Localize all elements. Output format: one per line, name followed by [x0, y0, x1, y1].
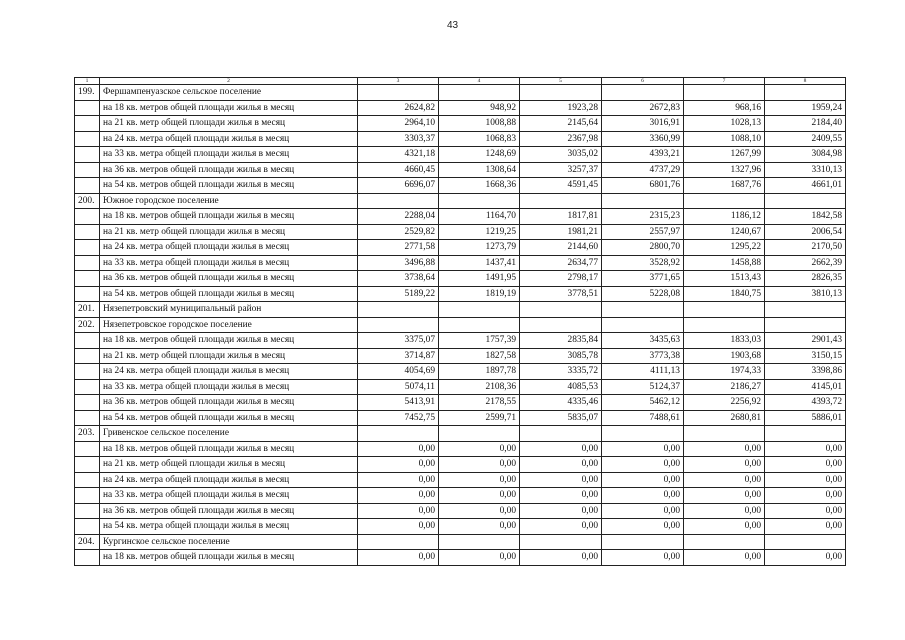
- empty-cell: [602, 426, 684, 442]
- section-title: Кургинское сельское поселение: [100, 534, 358, 550]
- value-cell: 1008,88: [439, 116, 520, 132]
- row-label: на 54 кв. метров общей площади жилья в месяц: [100, 178, 358, 194]
- empty-cell: [75, 116, 100, 132]
- section-title: Южное городское поселение: [100, 193, 358, 209]
- empty-cell: [765, 426, 846, 442]
- value-cell: 0,00: [358, 457, 439, 473]
- empty-cell: [358, 426, 439, 442]
- value-cell: 0,00: [684, 441, 765, 457]
- empty-cell: [75, 488, 100, 504]
- value-cell: 0,00: [602, 503, 684, 519]
- value-cell: 2672,83: [602, 100, 684, 116]
- value-cell: 1903,68: [684, 348, 765, 364]
- value-cell: 0,00: [684, 550, 765, 566]
- empty-cell: [520, 317, 602, 333]
- value-cell: 2367,98: [520, 131, 602, 147]
- empty-cell: [358, 85, 439, 101]
- empty-cell: [602, 317, 684, 333]
- table-row: [75, 550, 846, 566]
- empty-cell: [75, 333, 100, 349]
- value-cell: 0,00: [520, 457, 602, 473]
- empty-cell: [765, 302, 846, 318]
- value-cell: 0,00: [602, 457, 684, 473]
- value-cell: 3714,87: [358, 348, 439, 364]
- value-cell: 1833,03: [684, 333, 765, 349]
- value-cell: 3771,65: [602, 271, 684, 287]
- value-cell: 3016,91: [602, 116, 684, 132]
- table-row: [75, 410, 846, 426]
- empty-cell: [602, 193, 684, 209]
- empty-cell: [520, 85, 602, 101]
- value-cell: 1248,69: [439, 147, 520, 163]
- row-label: на 18 кв. метров общей площади жилья в месяц: [100, 333, 358, 349]
- table-body: [75, 78, 846, 566]
- value-cell: 2006,54: [765, 224, 846, 240]
- empty-cell: [358, 302, 439, 318]
- value-cell: 2184,40: [765, 116, 846, 132]
- value-cell: 2145,64: [520, 116, 602, 132]
- table-row: [75, 240, 846, 256]
- column-number: 6: [602, 78, 684, 85]
- value-cell: 3085,78: [520, 348, 602, 364]
- value-cell: 5074,11: [358, 379, 439, 395]
- section-number: 202.: [75, 317, 100, 333]
- value-cell: 2901,43: [765, 333, 846, 349]
- empty-cell: [75, 147, 100, 163]
- section-row: [75, 302, 846, 318]
- empty-cell: [439, 302, 520, 318]
- empty-cell: [75, 441, 100, 457]
- value-cell: 2798,17: [520, 271, 602, 287]
- table-row: [75, 364, 846, 380]
- value-cell: 1327,96: [684, 162, 765, 178]
- value-cell: 2256,92: [684, 395, 765, 411]
- value-cell: 0,00: [684, 519, 765, 535]
- value-cell: 2662,39: [765, 255, 846, 271]
- value-cell: 0,00: [439, 550, 520, 566]
- empty-cell: [765, 534, 846, 550]
- empty-cell: [684, 302, 765, 318]
- table-row: [75, 519, 846, 535]
- value-cell: 0,00: [439, 503, 520, 519]
- value-cell: 4591,45: [520, 178, 602, 194]
- row-label: на 54 кв. метров общей площади жилья в месяц: [100, 286, 358, 302]
- value-cell: 3150,15: [765, 348, 846, 364]
- empty-cell: [602, 85, 684, 101]
- table-row: [75, 488, 846, 504]
- row-label: на 36 кв. метров общей площади жилья в месяц: [100, 503, 358, 519]
- row-label: на 24 кв. метра общей площади жилья в месяц: [100, 472, 358, 488]
- value-cell: 0,00: [684, 472, 765, 488]
- value-cell: 7452,75: [358, 410, 439, 426]
- section-number: 201.: [75, 302, 100, 318]
- value-cell: 2599,71: [439, 410, 520, 426]
- value-cell: 0,00: [765, 550, 846, 566]
- empty-cell: [75, 364, 100, 380]
- empty-cell: [75, 240, 100, 256]
- row-label: на 18 кв. метров общей площади жилья в месяц: [100, 100, 358, 116]
- empty-cell: [358, 534, 439, 550]
- value-cell: 1959,24: [765, 100, 846, 116]
- value-cell: 1088,10: [684, 131, 765, 147]
- value-cell: 1295,22: [684, 240, 765, 256]
- value-cell: 0,00: [602, 488, 684, 504]
- value-cell: 6696,07: [358, 178, 439, 194]
- value-cell: 3496,88: [358, 255, 439, 271]
- value-cell: 0,00: [439, 472, 520, 488]
- value-cell: 4054,69: [358, 364, 439, 380]
- value-cell: 2964,10: [358, 116, 439, 132]
- value-cell: 4111,13: [602, 364, 684, 380]
- empty-cell: [520, 426, 602, 442]
- table-row: [75, 131, 846, 147]
- empty-cell: [75, 503, 100, 519]
- row-label: на 18 кв. метров общей площади жилья в месяц: [100, 209, 358, 225]
- value-cell: 1437,41: [439, 255, 520, 271]
- empty-cell: [75, 255, 100, 271]
- empty-cell: [75, 178, 100, 194]
- value-cell: 4660,45: [358, 162, 439, 178]
- value-cell: 0,00: [602, 519, 684, 535]
- value-cell: 0,00: [684, 488, 765, 504]
- value-cell: 0,00: [358, 472, 439, 488]
- value-cell: 2288,04: [358, 209, 439, 225]
- value-cell: 3778,51: [520, 286, 602, 302]
- value-cell: 0,00: [684, 503, 765, 519]
- value-cell: 968,16: [684, 100, 765, 116]
- row-label: на 36 кв. метров общей площади жилья в месяц: [100, 271, 358, 287]
- value-cell: 7488,61: [602, 410, 684, 426]
- column-number: 1: [75, 78, 100, 85]
- value-cell: 1974,33: [684, 364, 765, 380]
- table-row: [75, 441, 846, 457]
- value-cell: 0,00: [684, 457, 765, 473]
- value-cell: 3773,38: [602, 348, 684, 364]
- value-cell: 5886,01: [765, 410, 846, 426]
- value-cell: 0,00: [765, 519, 846, 535]
- value-cell: 5189,22: [358, 286, 439, 302]
- section-title: Нязепетровское городское поселение: [100, 317, 358, 333]
- empty-cell: [75, 379, 100, 395]
- column-number: 3: [358, 78, 439, 85]
- section-title: Фершампенуазское сельское поселение: [100, 85, 358, 101]
- empty-cell: [358, 317, 439, 333]
- value-cell: 2771,58: [358, 240, 439, 256]
- value-cell: 1240,67: [684, 224, 765, 240]
- value-cell: 2634,77: [520, 255, 602, 271]
- empty-cell: [75, 410, 100, 426]
- section-number: 199.: [75, 85, 100, 101]
- value-cell: 0,00: [358, 519, 439, 535]
- value-cell: 1757,39: [439, 333, 520, 349]
- value-cell: 1819,19: [439, 286, 520, 302]
- empty-cell: [520, 193, 602, 209]
- value-cell: 5835,07: [520, 410, 602, 426]
- value-cell: 0,00: [765, 503, 846, 519]
- empty-cell: [765, 85, 846, 101]
- column-number: 8: [765, 78, 846, 85]
- table-row: [75, 162, 846, 178]
- value-cell: 0,00: [520, 488, 602, 504]
- value-cell: 1164,70: [439, 209, 520, 225]
- value-cell: 3810,13: [765, 286, 846, 302]
- value-cell: 948,92: [439, 100, 520, 116]
- value-cell: 6801,76: [602, 178, 684, 194]
- value-cell: 2144,60: [520, 240, 602, 256]
- page-number: 43: [446, 20, 459, 31]
- table-row: [75, 147, 846, 163]
- empty-cell: [602, 302, 684, 318]
- empty-cell: [75, 162, 100, 178]
- empty-cell: [75, 224, 100, 240]
- empty-cell: [75, 286, 100, 302]
- value-cell: 1028,13: [684, 116, 765, 132]
- value-cell: 2315,23: [602, 209, 684, 225]
- value-cell: 0,00: [520, 472, 602, 488]
- value-cell: 2409,55: [765, 131, 846, 147]
- value-cell: 0,00: [602, 441, 684, 457]
- value-cell: 2178,55: [439, 395, 520, 411]
- value-cell: 0,00: [765, 472, 846, 488]
- value-cell: 3335,72: [520, 364, 602, 380]
- value-cell: 2826,35: [765, 271, 846, 287]
- section-row: [75, 317, 846, 333]
- column-number: 7: [684, 78, 765, 85]
- empty-cell: [75, 209, 100, 225]
- value-cell: 1491,95: [439, 271, 520, 287]
- empty-cell: [765, 317, 846, 333]
- empty-cell: [75, 472, 100, 488]
- value-cell: 1923,28: [520, 100, 602, 116]
- section-row: [75, 193, 846, 209]
- row-label: на 18 кв. метров общей площади жилья в месяц: [100, 550, 358, 566]
- section-title: Гривенское сельское поселение: [100, 426, 358, 442]
- value-cell: 0,00: [358, 441, 439, 457]
- value-cell: 2108,36: [439, 379, 520, 395]
- value-cell: 0,00: [520, 441, 602, 457]
- row-label: на 36 кв. метров общей площади жилья в месяц: [100, 162, 358, 178]
- value-cell: 3084,98: [765, 147, 846, 163]
- value-cell: 5413,91: [358, 395, 439, 411]
- empty-cell: [75, 348, 100, 364]
- value-cell: 0,00: [765, 441, 846, 457]
- empty-cell: [75, 131, 100, 147]
- section-number: 204.: [75, 534, 100, 550]
- empty-cell: [520, 302, 602, 318]
- table-row: [75, 286, 846, 302]
- table-row: [75, 457, 846, 473]
- row-label: на 21 кв. метр общей площади жилья в месяц: [100, 224, 358, 240]
- empty-cell: [684, 426, 765, 442]
- empty-cell: [439, 317, 520, 333]
- empty-cell: [75, 457, 100, 473]
- value-cell: 1267,99: [684, 147, 765, 163]
- column-number: 5: [520, 78, 602, 85]
- tariff-table: [74, 77, 846, 566]
- value-cell: 0,00: [358, 503, 439, 519]
- value-cell: 1186,12: [684, 209, 765, 225]
- value-cell: 0,00: [358, 488, 439, 504]
- value-cell: 2557,97: [602, 224, 684, 240]
- empty-cell: [684, 317, 765, 333]
- value-cell: 1458,88: [684, 255, 765, 271]
- value-cell: 1308,64: [439, 162, 520, 178]
- empty-cell: [75, 100, 100, 116]
- empty-cell: [520, 534, 602, 550]
- value-cell: 1827,58: [439, 348, 520, 364]
- row-label: на 36 кв. метров общей площади жилья в месяц: [100, 395, 358, 411]
- table-row: [75, 178, 846, 194]
- value-cell: 0,00: [520, 550, 602, 566]
- empty-cell: [602, 534, 684, 550]
- value-cell: 0,00: [520, 503, 602, 519]
- value-cell: 1068,83: [439, 131, 520, 147]
- value-cell: 0,00: [602, 550, 684, 566]
- section-number: 203.: [75, 426, 100, 442]
- value-cell: 5124,37: [602, 379, 684, 395]
- value-cell: 3375,07: [358, 333, 439, 349]
- table-row: [75, 255, 846, 271]
- value-cell: 1687,76: [684, 178, 765, 194]
- value-cell: 0,00: [765, 457, 846, 473]
- row-label: на 24 кв. метра общей площади жилья в месяц: [100, 131, 358, 147]
- empty-cell: [439, 534, 520, 550]
- section-title: Нязепетровский муниципальный район: [100, 302, 358, 318]
- table-row: [75, 116, 846, 132]
- value-cell: 1842,58: [765, 209, 846, 225]
- value-cell: 3528,92: [602, 255, 684, 271]
- section-number: 200.: [75, 193, 100, 209]
- value-cell: 4737,29: [602, 162, 684, 178]
- value-cell: 4085,53: [520, 379, 602, 395]
- empty-cell: [75, 395, 100, 411]
- value-cell: 1981,21: [520, 224, 602, 240]
- value-cell: 3035,02: [520, 147, 602, 163]
- value-cell: 3303,37: [358, 131, 439, 147]
- row-label: на 21 кв. метр общей площади жилья в месяц: [100, 457, 358, 473]
- value-cell: 0,00: [520, 519, 602, 535]
- row-label: на 24 кв. метра общей площади жилья в месяц: [100, 240, 358, 256]
- value-cell: 3398,86: [765, 364, 846, 380]
- value-cell: 4393,72: [765, 395, 846, 411]
- column-number-row: [75, 78, 846, 85]
- value-cell: 5462,12: [602, 395, 684, 411]
- table-row: [75, 472, 846, 488]
- empty-cell: [439, 85, 520, 101]
- value-cell: 2835,84: [520, 333, 602, 349]
- row-label: на 33 кв. метра общей площади жилья в месяц: [100, 147, 358, 163]
- row-label: на 54 кв. метра общей площади жилья в месяц: [100, 519, 358, 535]
- value-cell: 2624,82: [358, 100, 439, 116]
- table-row: [75, 395, 846, 411]
- value-cell: 3310,13: [765, 162, 846, 178]
- value-cell: 5228,08: [602, 286, 684, 302]
- value-cell: 0,00: [602, 472, 684, 488]
- table-row: [75, 503, 846, 519]
- section-row: [75, 426, 846, 442]
- value-cell: 2170,50: [765, 240, 846, 256]
- value-cell: 3360,99: [602, 131, 684, 147]
- table-row: [75, 379, 846, 395]
- row-label: на 33 кв. метра общей площади жилья в месяц: [100, 255, 358, 271]
- empty-cell: [439, 193, 520, 209]
- value-cell: 0,00: [358, 550, 439, 566]
- value-cell: 2800,70: [602, 240, 684, 256]
- section-row: [75, 534, 846, 550]
- table-row: [75, 100, 846, 116]
- empty-cell: [439, 426, 520, 442]
- row-label: на 18 кв. метров общей площади жилья в месяц: [100, 441, 358, 457]
- value-cell: 4393,21: [602, 147, 684, 163]
- value-cell: 0,00: [765, 488, 846, 504]
- empty-cell: [684, 85, 765, 101]
- value-cell: 1513,43: [684, 271, 765, 287]
- value-cell: 3257,37: [520, 162, 602, 178]
- row-label: на 33 кв. метра общей площади жилья в месяц: [100, 379, 358, 395]
- section-row: [75, 85, 846, 101]
- empty-cell: [358, 193, 439, 209]
- value-cell: 4145,01: [765, 379, 846, 395]
- value-cell: 1219,25: [439, 224, 520, 240]
- value-cell: 1897,78: [439, 364, 520, 380]
- table-row: [75, 209, 846, 225]
- value-cell: 2186,27: [684, 379, 765, 395]
- table-row: [75, 271, 846, 287]
- value-cell: 0,00: [439, 457, 520, 473]
- column-number: 2: [100, 78, 358, 85]
- value-cell: 3738,64: [358, 271, 439, 287]
- empty-cell: [75, 550, 100, 566]
- value-cell: 0,00: [439, 488, 520, 504]
- empty-cell: [75, 519, 100, 535]
- row-label: на 33 кв. метра общей площади жилья в месяц: [100, 488, 358, 504]
- empty-cell: [684, 534, 765, 550]
- value-cell: 3435,63: [602, 333, 684, 349]
- table-row: [75, 348, 846, 364]
- value-cell: 1840,75: [684, 286, 765, 302]
- value-cell: 0,00: [439, 441, 520, 457]
- value-cell: 4661,01: [765, 178, 846, 194]
- value-cell: 4321,18: [358, 147, 439, 163]
- value-cell: 4335,46: [520, 395, 602, 411]
- empty-cell: [765, 193, 846, 209]
- column-number: 4: [439, 78, 520, 85]
- value-cell: 1817,81: [520, 209, 602, 225]
- value-cell: 2529,82: [358, 224, 439, 240]
- row-label: на 21 кв. метр общей площади жилья в месяц: [100, 348, 358, 364]
- value-cell: 1273,79: [439, 240, 520, 256]
- table-row: [75, 333, 846, 349]
- row-label: на 21 кв. метр общей площади жилья в месяц: [100, 116, 358, 132]
- empty-cell: [75, 271, 100, 287]
- row-label: на 54 кв. метров общей площади жилья в месяц: [100, 410, 358, 426]
- value-cell: 0,00: [439, 519, 520, 535]
- value-cell: 2680,81: [684, 410, 765, 426]
- empty-cell: [684, 193, 765, 209]
- value-cell: 1668,36: [439, 178, 520, 194]
- row-label: на 24 кв. метра общей площади жилья в месяц: [100, 364, 358, 380]
- table-row: [75, 224, 846, 240]
